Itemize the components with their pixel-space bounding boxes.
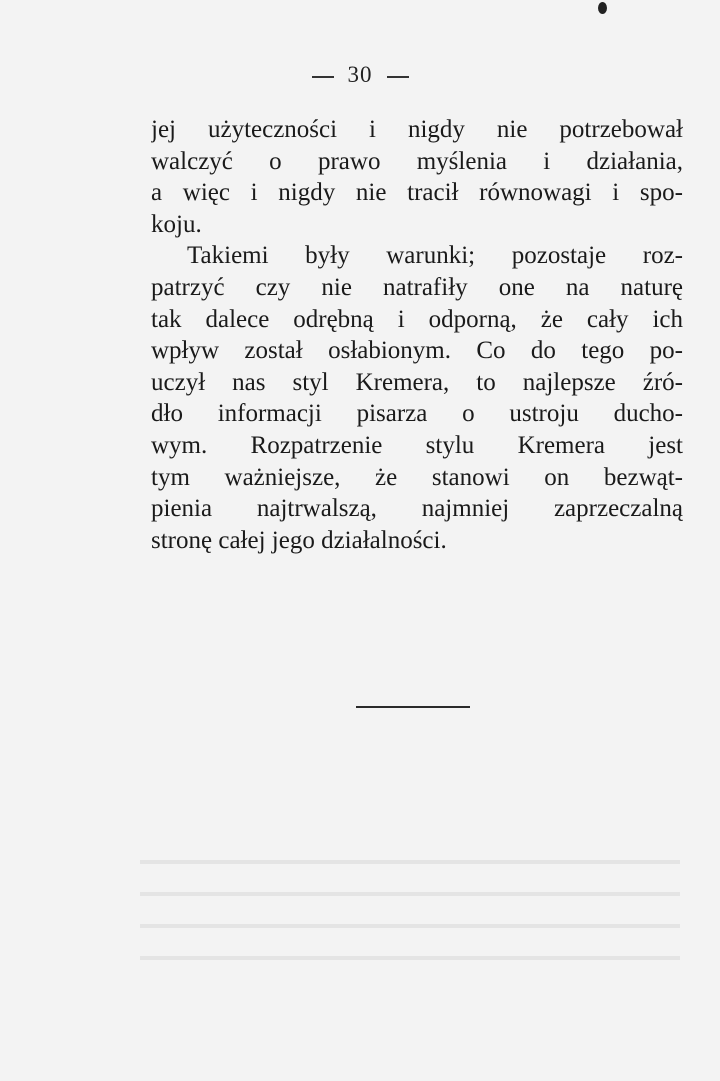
text-line: tym ważniejsze, że stanowi on bezwąt- xyxy=(151,463,683,491)
text-line: wym. Rozpatrzenie stylu Kremera jest xyxy=(151,431,683,459)
section-end-rule xyxy=(356,706,470,708)
text-line: koju. xyxy=(151,210,202,238)
text-line: a więc i nigdy nie tracił równowagi i spo- xyxy=(151,179,683,207)
page-number: 30 xyxy=(347,62,373,87)
ink-spot xyxy=(598,2,607,14)
text-line: stronę całej jego działalności. xyxy=(151,526,447,554)
text-line: patrzyć czy nie natrafiły one na naturę xyxy=(151,273,683,301)
body-text xyxy=(151,114,683,556)
page-number-dash-right xyxy=(387,76,409,78)
text-line: jej użyteczności i nigdy nie potrzebował xyxy=(151,116,683,143)
text-line: tak dalece odrębną i odporną, że cały ich xyxy=(151,305,683,333)
text-line: uczył nas styl Kremera, to najlepsze źró- xyxy=(151,368,683,396)
text-line: pienia najtrwalszą, najmniej zaprzeczalną xyxy=(151,495,683,523)
page-number-header xyxy=(0,62,720,88)
text-line: dło informacji pisarza o ustroju ducho- xyxy=(151,400,683,428)
text-line: Takiemi były warunki; pozostaje roz- xyxy=(187,242,683,270)
text-line: walczyć o prawo myślenia i działania, xyxy=(151,147,683,175)
bleed-through-texture xyxy=(140,840,680,980)
text-line: wpływ został osłabionym. Co do tego po- xyxy=(151,337,683,365)
page-number-dash-left xyxy=(312,76,334,78)
